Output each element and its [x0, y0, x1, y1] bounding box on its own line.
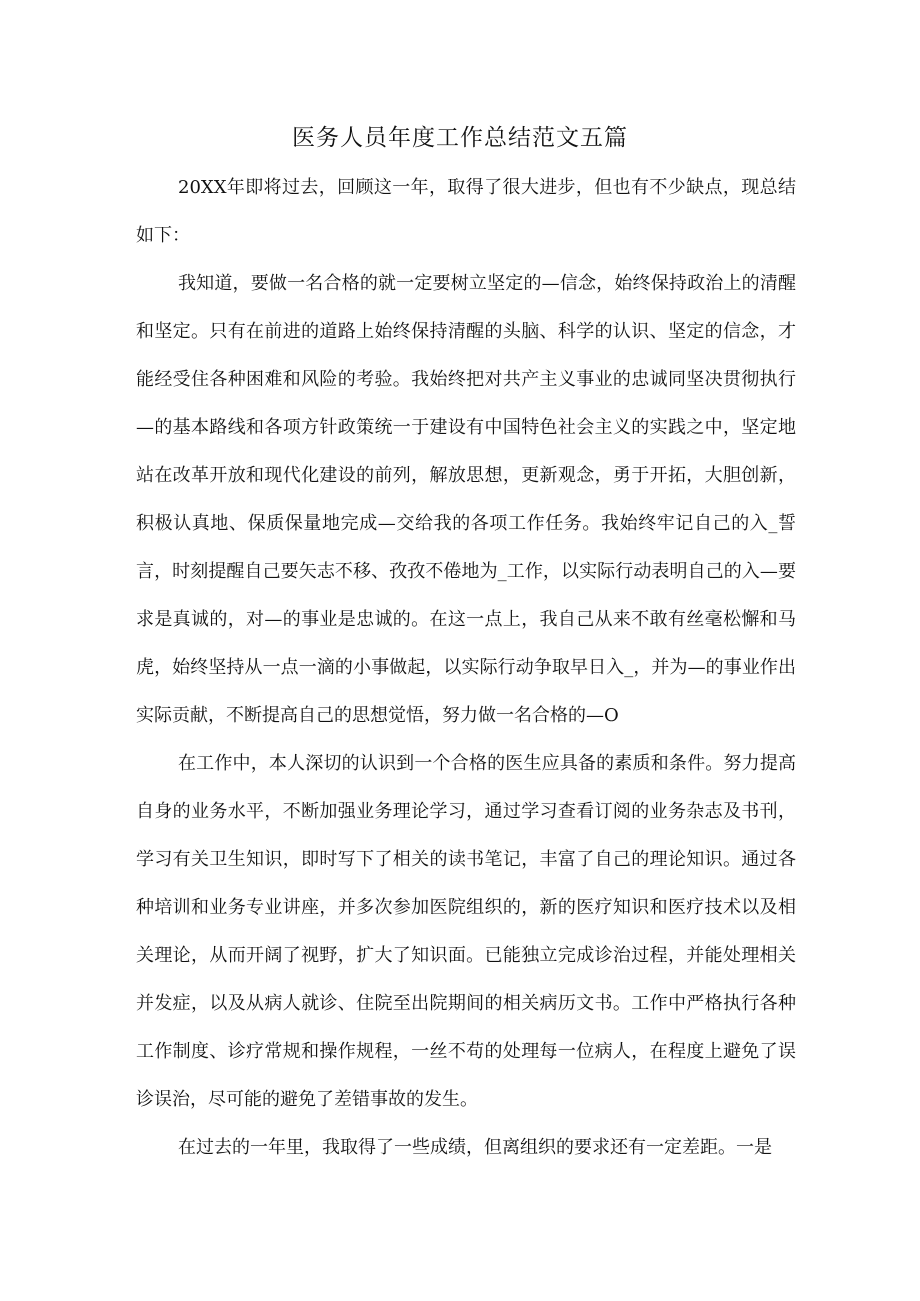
paragraph-work: 在工作中，本人深切的认识到一个合格的医生应具备的素质和条件。努力提高自身的业务水平，不断加强业务理论学习，通过学习查看订阅的业务杂志及书刊，学习有关卫生知识，即时写下了相关的读书笔记，丰富了自己的理论知识。通过各种培训和业务专业讲座，并多次参加医院组织的，新的医疗知识和医疗技术以及相关理论，从而开阔了视野，扩大了知识面。已能独立完成诊治过程，并能处理相关并发症，以及从病人就诊、住院至出院期间的相关病历文书。工作中严格执行各种工作制度、诊疗常规和操作规程，一丝不苟的处理每一位病人，在程度上避免了误诊误治，尽可能的避免了差错事故的发生。: [136, 753, 796, 1110]
paragraph-political: 我知道，要做一名合格的就一定要树立坚定的—信念，始终保持政治上的清醒和坚定。只有在前进的道路上始终保持清醒的头脑、科学的认识、坚定的信念，才能经受住各种困难和风险的考验。我始终把对共产主义事业的忠诚同坚决贯彻执行—的基本路线和各项方针政策统一于建设有中国特色社会主义的实践之中，坚定地站在改革开放和现代化建设的前列，解放思想，更新观念，勇于开拓，大胆创新，积极认真地、保质保量地完成—交给我的各项工作任务。我始终牢记自己的入_誓言，时刻提醒自己要矢志不移、孜孜不倦地为_工作，以实际行动表明自己的入—要求是真诚的，对—的事业是忠诚的。在这一点上，我自己从来不敢有丝毫松懈和马虎，始终坚持从一点一滴的小事做起，以实际行动争取早日入_，并为—的事业作出实际贡献，不断提高自己的思想觉悟，努力做一名合格的—O: [136, 273, 796, 726]
paragraph-intro: 20XX年即将过去，回顾这一年，取得了很大进步，但也有不少缺点，现总结如下：: [136, 177, 796, 246]
paragraph-shortcomings: 在过去的一年里，我取得了一些成绩，但离组织的要求还有一定差距。一是: [178, 1137, 772, 1158]
document-title: 医务人员年度工作总结范文五篇: [292, 125, 628, 151]
document-body: [136, 164, 796, 1172]
